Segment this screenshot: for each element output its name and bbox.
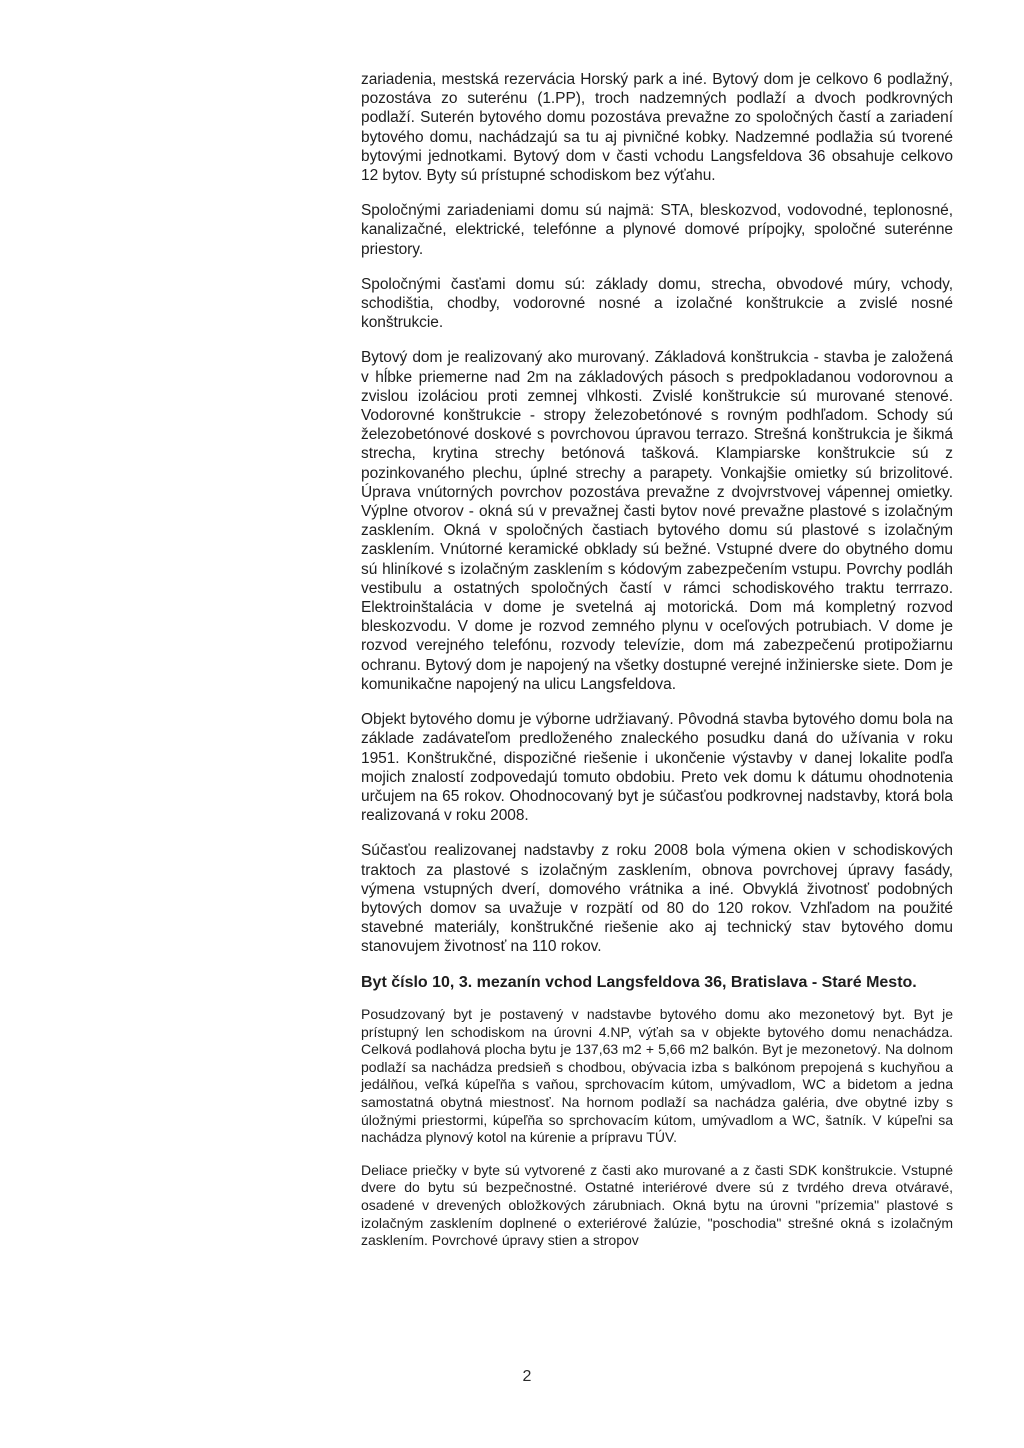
- page-content: [361, 70, 953, 1265]
- section-heading-apartment: Byt číslo 10, 3. mezanín vchod Langsfeldova 36, Bratislava - Staré Mesto.: [361, 973, 917, 991]
- paragraph-building-age: Objekt bytového domu je výborne udržiavaný. Pôvodná stavba bytového domu bola na základe zadávateľom predloženého znaleckého posudku daná do užívania v roku 1951. Konštrukčné, dispozičné riešenie i ukončenie výstavby v danej lokalite podľa mojich znalostí zodpovedajú tomuto obdobiu. Preto vek domu k dátumu ohodnotenia určujem na 65 rokov. Ohodnocovaný byt je súčasťou podkrovnej nadstavby, ktorá bola realizovaná v roku 2008.: [361, 711, 953, 825]
- paragraph-lifespan: Súčasťou realizovanej nadstavby z roku 2008 bola výmena okien v schodiskových traktoch za plastové s izolačným zasklením, obnova povrchovej úpravy fasády, výmena vstupných dverí, domového vrátnika a iné. Obvyklá životnosť podobných bytových domov sa uvažuje v rozpätí od 80 do 120 rokov. Vzhľadom na použité stavebné materiály, konštrukčné riešenie ako aj technický stav bytového domu stanovujem životnosť na 110 rokov.: [361, 842, 953, 956]
- page-number: 2: [522, 1368, 532, 1385]
- paragraph-construction: Bytový dom je realizovaný ako murovaný. Základová konštrukcia - stavba je založená v hĺbke priemerne nad 2m na základových pásoch s predpokladanou vodorovnou a zvislou izoláciou proti zemnej vlhkosti. Zvislé konštrukcie sú murované stenové. Vodorovné konštrukcie - stropy železobetónové s rovným podhľadom. Schody sú železobetónové doskové s povrchovou úpravou terrazo. Strešná konštrukcia je šikmá strecha, krytina strechy betónová tašková. Klampiarske konštrukcie sú z pozinkovaného plechu, úplné strechy a parapety. Vonkajšie omietky sú brizolitové. Úprava vnútorných povrchov pozostáva prevažne z dvojvrstvovej vápennej omietky. Výplne otvorov - okná sú v prevažnej časti bytov nové prevažne plastové s izolačným zasklením. Okná v spoločných častiach bytového domu sú plastové s izolačným zasklením. Vnútorné keramické obklady sú bežné. Vstupné dvere do obytného domu sú hliníkové s izolačným zasklením s kódovým zabezpečením vstupu. Povrchy podláh vestibulu a ostatných spoločných častí v rámci schodiskového traktu terrrazo. Elektroinštalácia v dome je svetelná aj motorická. Dom má kompletný rozvod bleskozvodu. V dome je rozvod zemného plynu v oceľových potrubiach. V dome je rozvod verejného telefónu, rozvody televízie, dom má zabezpečenú protipožiarnu ochranu. Bytový dom je napojený na všetky dostupné verejné inžinierske siete. Dom je komunikačne napojený na ulicu Langsfeldova.: [361, 349, 953, 693]
- paragraph-common-parts: Spoločnými časťami domu sú: základy domu, strecha, obvodové múry, vchody, schodištia, chodby, vodorovné nosné a izolačné konštrukcie a zvislé nosné konštrukcie.: [361, 275, 953, 332]
- paragraph-apartment-fittings: Deliace priečky v byte sú vytvorené z časti ako murované a z časti SDK konštrukcie. Vstupné dvere do bytu sú bezpečnostné. Ostatné interiérové dvere sú z tvrdého dreva otváravé, osadené v drevených obložkových zárubniach. Okná bytu na úrovni "prízemia" plastové s izolačným zasklením doplnené o exteriérové žalúzie, "poschodia" strešné okná s izolačným zasklením. Povrchové úpravy stien a stropov: [361, 1161, 953, 1249]
- paragraph-common-facilities: Spoločnými zariadeniami domu sú najmä: STA, bleskozvod, vodovodné, teplonosné, kanalizačné, elektrické, telefónne a plynové domové prípojky, spoločné suterénne priestory.: [361, 202, 953, 258]
- paragraph-building-description: zariadenia, mestská rezervácia Horský park a iné. Bytový dom je celkovo 6 podlažný, pozostáva zo suterénu (1.PP), troch nadzemných podlaží a dvoch podkrovných podlaží. Suterén bytového domu pozostáva prevažne zo spoločných častí a zariadení bytového domu, nachádzajú sa tu aj pivničné kobky. Nadzemné podlažia sú tvorené bytovými jednotkami. Bytový dom v časti vchodu Langsfeldova 36 obsahuje celkovo 12 bytov. Byty sú prístupné schodiskom bez výťahu.: [361, 71, 953, 185]
- paragraph-apartment-layout: Posudzovaný byt je postavený v nadstavbe bytového domu ako mezonetový byt. Byt je prístupný len schodiskom na úrovni 4.NP, výťah sa v objekte bytového domu nenachádza. Celková podlahová plocha bytu je 137,63 m2 + 5,66 m2 balkón. Byt je mezonetový. Na dolnom podlaží sa nachádza predsieň s chodbou, obývacia izba s balkónom prepojená s kuchyňou a jedálňou, veľká kúpeľňa s vaňou, sprchovacím kútom, umývadlom, WC a bidetom a jedna samostatná obytná miestnosť. Na hornom podlaží sa nachádza galéria, dve obytné izby s úložnými priestormi, kúpeľňa so sprchovacím kútom, umývadlom a WC, šatník. V kúpeľni sa nachádza plynový kotol na kúrenie a prípravu TÚV.: [361, 1006, 953, 1146]
